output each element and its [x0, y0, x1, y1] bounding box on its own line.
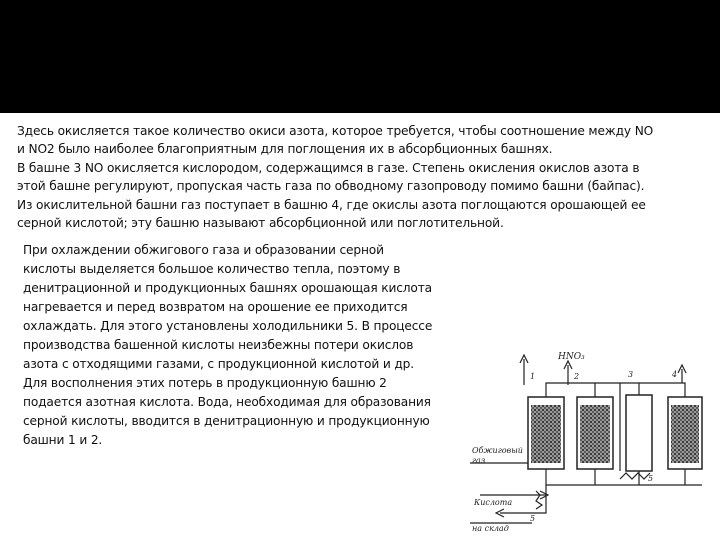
text-line: При охлаждении обжигового газа и образовании серной	[23, 243, 384, 257]
gas-label-2: газ	[472, 456, 486, 465]
tower-number-3: 3	[628, 370, 634, 379]
tower-4	[668, 397, 702, 469]
text-line: этой башне регулируют, пропуская часть газа по обводному газопроводу помимо башни (байпас).	[17, 179, 645, 194]
tower-number-4: 4	[672, 370, 678, 379]
text-line: В башне 3 NO окисляется кислородом, содержащимся в газе. Степень окисления окислов азота в	[17, 160, 640, 175]
hno3-label: HNO₃	[558, 352, 585, 362]
text-line: охлаждать. Для этого установлены холодильники 5. В процессе	[23, 319, 433, 333]
text-line: азота с отходящими газами, с продукционной кислотой и др.	[23, 357, 414, 371]
text-line: денитрационной и продукционных башнях орошающая кислота	[23, 281, 433, 295]
acid-label: Кислота	[474, 498, 513, 507]
tower-2	[577, 397, 613, 469]
tower-1	[528, 397, 564, 469]
text-line: Здесь окисляется такое количество окиси азота, которое требуется, чтобы соотношение между NO	[17, 124, 654, 138]
text-line: производства башенной кислоты неизбежны потери окислов	[23, 338, 414, 352]
tower-number-2: 2	[574, 372, 580, 381]
gas-label: Обжиговый	[472, 446, 523, 455]
text-line: башни 1 и 2.	[23, 433, 103, 447]
cooler-number-5b: 5	[530, 514, 536, 523]
text-line: серной кислотой; эту башню называют абсорбционной или поглотительной.	[17, 216, 504, 231]
text-line: Из окислительной башни газ поступает в башню 4, где окислы азота поглощаются орошающей ее	[17, 197, 646, 212]
text-line: и NO2 было наиболее благоприятным для поглощения их в абсорбционных башнях.	[17, 142, 553, 157]
tower-diagram	[470, 345, 705, 535]
text-line: нагревается и перед возвратом на орошение ее приходится	[23, 300, 408, 314]
cooler-number-5: 5	[648, 474, 654, 483]
title-band	[0, 0, 720, 113]
paragraph-left	[23, 241, 493, 450]
text-line: кислоты выделяется большое количество тепла, поэтому в	[23, 262, 401, 276]
paragraph-top	[17, 122, 717, 232]
acid-label-2: на склад	[472, 524, 509, 533]
text-line: Для восполнения этих потерь в продукционную башню 2	[23, 376, 387, 390]
text-line: серной кислоты, вводится в денитрационную и продукционную	[23, 414, 430, 428]
text-line: подается азотная кислота. Вода, необходимая для образования	[23, 395, 431, 409]
tower-number-1: 1	[530, 372, 536, 381]
tower-3	[626, 395, 652, 471]
